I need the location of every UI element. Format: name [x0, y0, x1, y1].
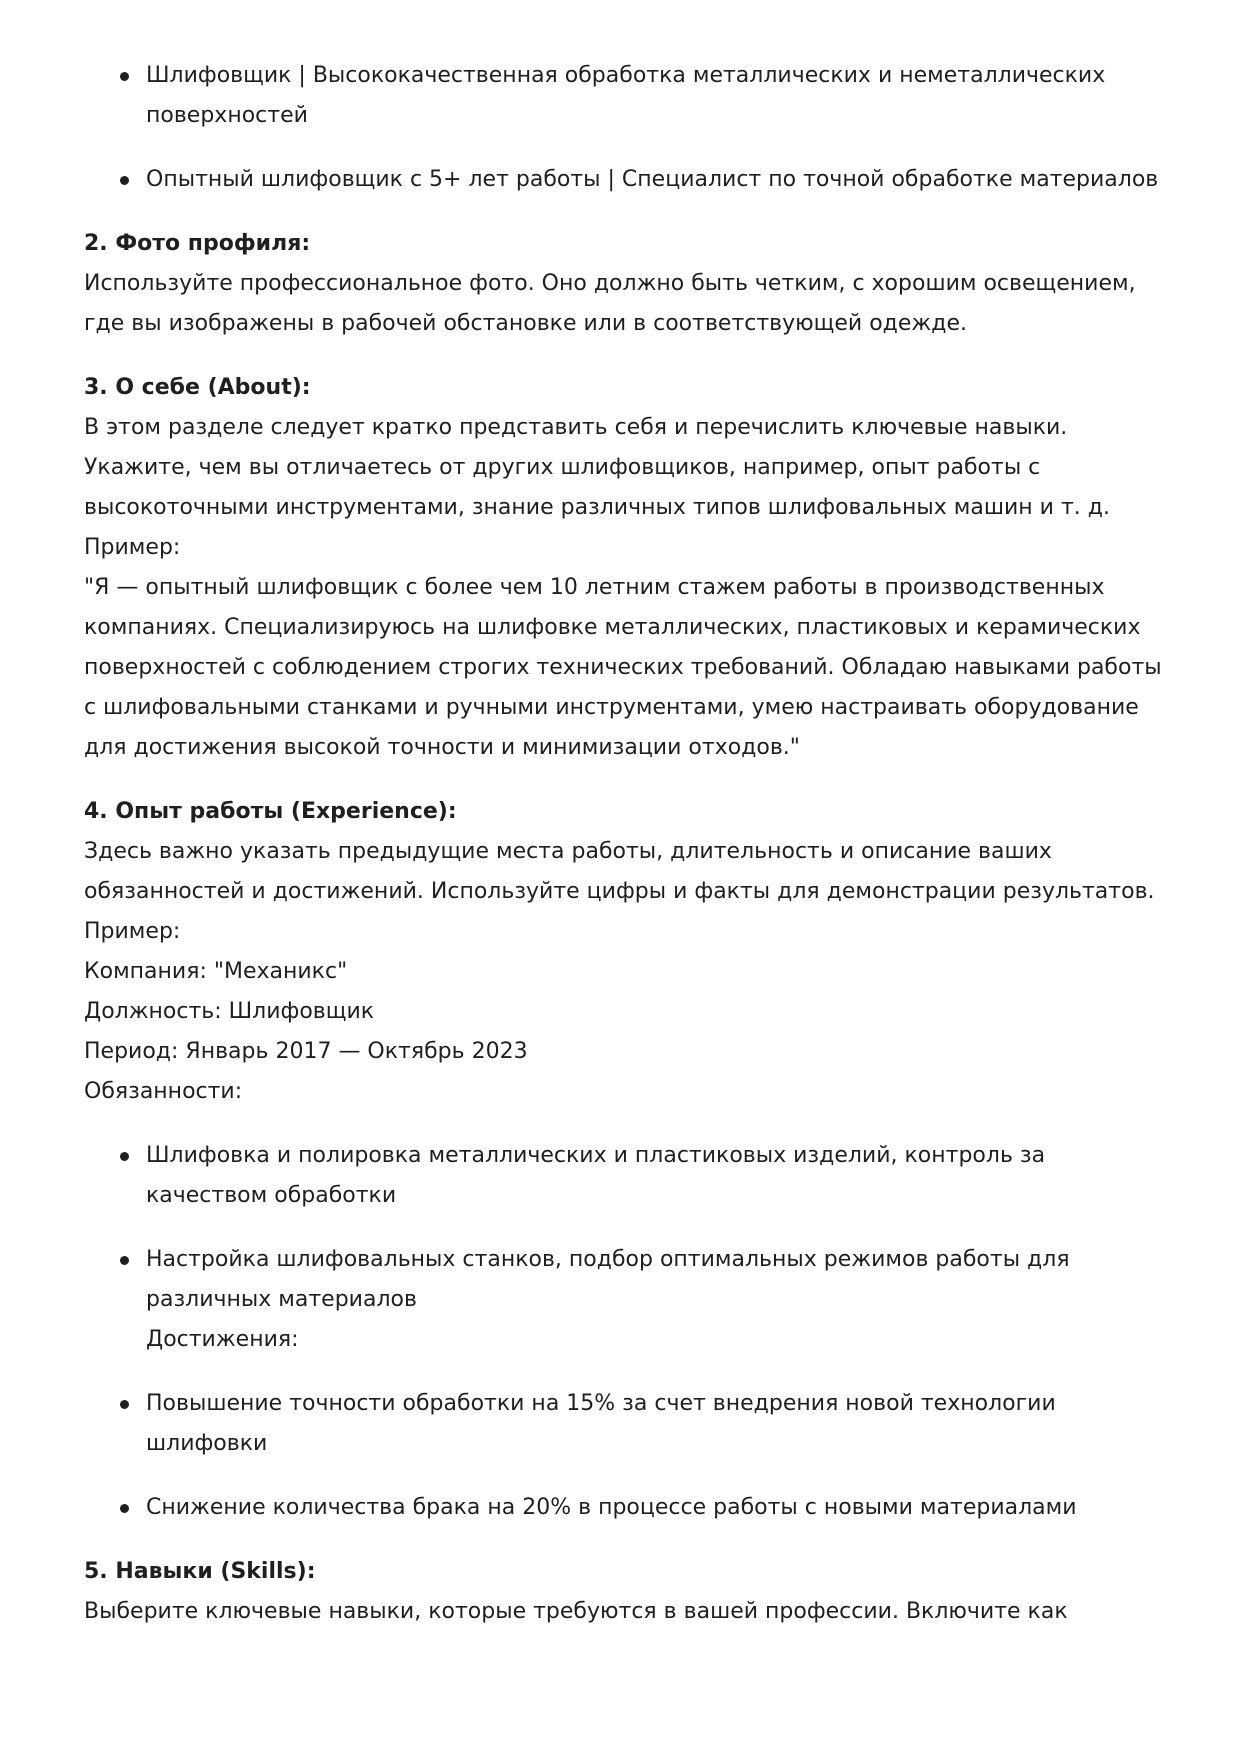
bullet-icon: [120, 176, 129, 185]
list-item: [84, 1240, 1164, 1360]
section-about: [84, 368, 1164, 768]
bullet-icon: [120, 1152, 129, 1161]
list-item: [84, 1488, 1164, 1528]
section-title: 3. О себе (About):: [84, 375, 311, 400]
list-item-text: Настройка шлифовальных станков, подбор оптимальных режимов работы для различных материалов: [146, 1247, 1070, 1312]
list-item: [84, 56, 1164, 136]
list-item-text: Шлифовка и полировка металлических и пластиковых изделий, контроль за качеством обработки: [146, 1143, 1046, 1208]
bullet-icon: [120, 1400, 129, 1409]
list-item-text: Повышение точности обработки на 15% за счет внедрения новой технологии шлифовки: [146, 1391, 1056, 1456]
section-experience: [84, 792, 1164, 1528]
duties-list: [84, 1136, 1164, 1528]
section-text: Здесь важно указать предыдущие места работы, длительность и описание ваших обязанностей и достижений. Используйте цифры и факты для демонстрации результатов.: [84, 839, 1155, 904]
duties-label: Обязанности:: [84, 1079, 243, 1104]
example-label: Пример:: [84, 535, 181, 560]
section-text: Выберите ключевые навыки, которые требуются в вашей профессии. Включите как: [84, 1599, 1068, 1624]
section-photo: [84, 224, 1164, 344]
list-item: [84, 1136, 1164, 1216]
bullet-icon: [120, 1256, 129, 1265]
bullet-icon: [120, 72, 129, 81]
section-title: 2. Фото профиля:: [84, 231, 311, 256]
list-item-text: Опытный шлифовщик с 5+ лет работы | Специалист по точной обработке материалов: [146, 167, 1159, 192]
period-line: Период: Январь 2017 — Октябрь 2023: [84, 1039, 528, 1064]
company-line: Компания: "Механикс": [84, 959, 348, 984]
list-item-text: Снижение количества брака на 20% в процессе работы с новыми материалами: [146, 1495, 1077, 1520]
list-item: [84, 160, 1164, 200]
bullet-icon: [120, 1504, 129, 1513]
headline-options-list: [84, 56, 1164, 200]
position-line: Должность: Шлифовщик: [84, 999, 375, 1024]
section-text: Используйте профессиональное фото. Оно должно быть четким, с хорошим освещением, где вы изображены в рабочей обстановке или в соответствующей одежде.: [84, 271, 1136, 336]
section-skills: [84, 1552, 1164, 1632]
section-title: 4. Опыт работы (Experience):: [84, 799, 457, 824]
section-text: В этом разделе следует кратко представить себя и перечислить ключевые навыки. Укажите, чем вы отличаетесь от других шлифовщиков, например, опыт работы с высокоточными инструментами, знание различных типов шлифовальных машин и т. д.: [84, 415, 1110, 520]
example-label: Пример:: [84, 919, 181, 944]
achievements-label: Достижения:: [146, 1327, 299, 1352]
list-item-text: Шлифовщик | Высококачественная обработка металлических и неметаллических поверхностей: [146, 63, 1106, 128]
section-title: 5. Навыки (Skills):: [84, 1559, 316, 1584]
example-text: "Я — опытный шлифовщик с более чем 10 летним стажем работы в производственных компаниях. Специализируюсь на шлифовке металлических, пластиковых и керамических поверхностей с соблюдением строгих технических требований. Обладаю навыками работы с шлифовальными станками и ручными инструментами, умею настраивать оборудование для достижения высокой точности и минимизации отходов.": [84, 575, 1162, 760]
list-item: [84, 1384, 1164, 1464]
document-page: [84, 56, 1164, 1656]
